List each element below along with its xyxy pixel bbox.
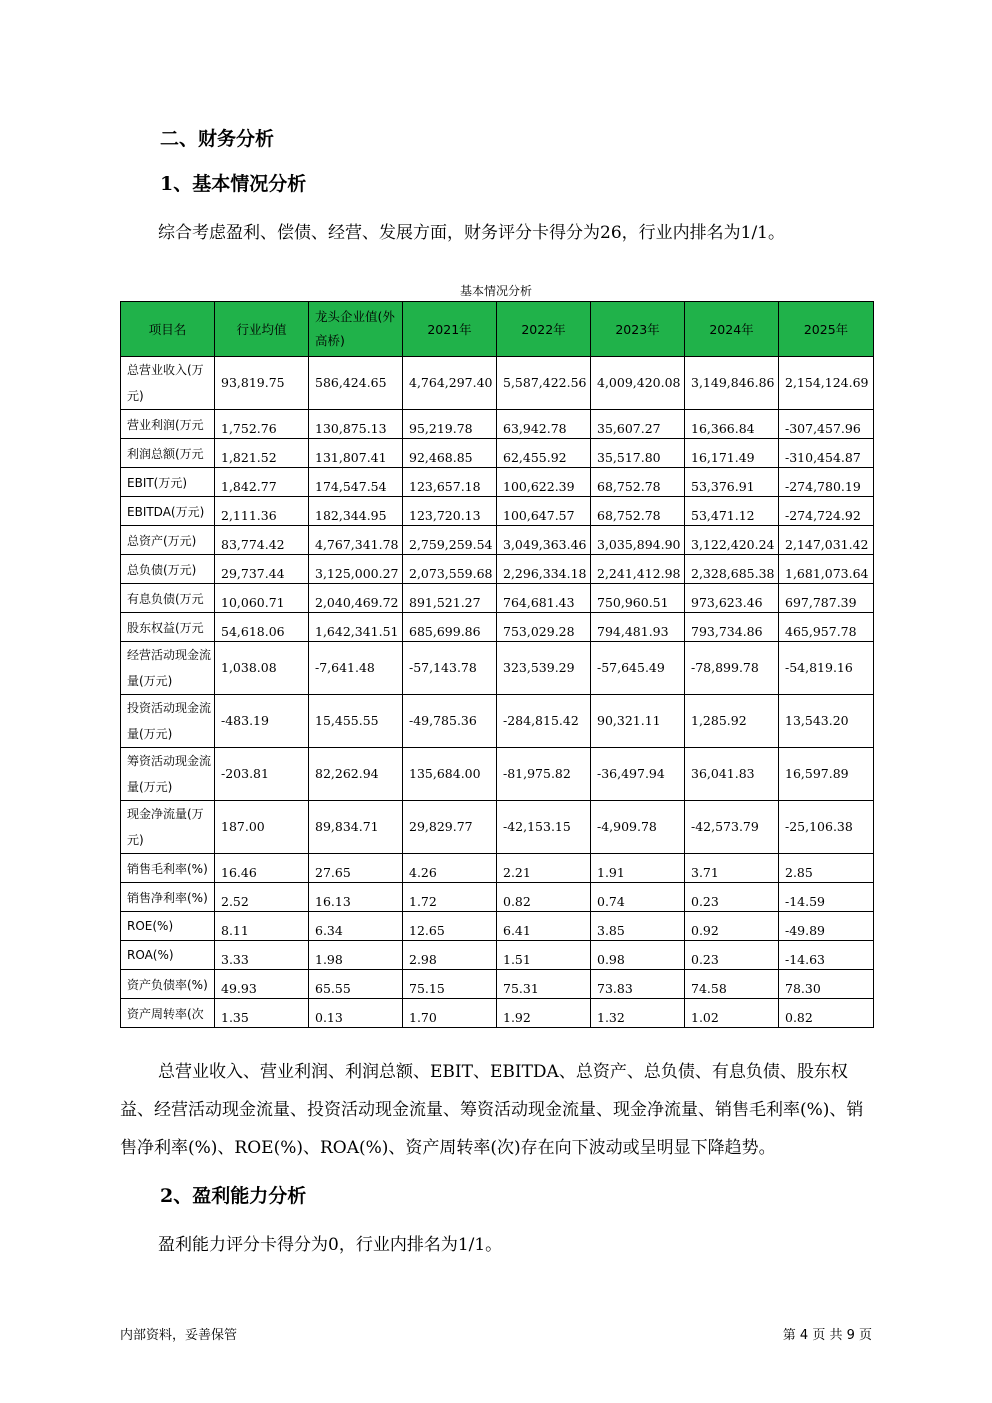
table-row (121, 912, 874, 941)
value-cell: -307,457.96 (779, 410, 874, 439)
value-cell: 12.65 (403, 912, 497, 941)
value-cell: -57,143.78 (403, 642, 497, 695)
value-cell: 123,657.18 (403, 468, 497, 497)
value-cell: 1.51 (497, 941, 591, 970)
row-label-cell: 销售净利率(%) (121, 883, 215, 912)
table-row (121, 439, 874, 468)
value-cell: 3.85 (591, 912, 685, 941)
table-row (121, 854, 874, 883)
value-cell: 1.91 (591, 854, 685, 883)
row-label-cell: 利润总额(万元 (121, 439, 215, 468)
trend-paragraph: 总营业收入、营业利润、利润总额、EBIT、EBITDA、总资产、总负债、有息负债、股东权益、经营活动现金流量、投资活动现金流量、筹资活动现金流量、现金净流量、销售毛利率(%)、销售净利率(%)、ROE(%)、ROA(%)、资产周转率(次)存在向下波动或呈明显下降趋势。 (120, 1062, 864, 1158)
value-cell: 135,684.00 (403, 748, 497, 801)
value-cell: 1,752.76 (215, 410, 309, 439)
subsection-title-basic: 1、基本情况分析 (160, 173, 307, 195)
row-label-cell: 营业利润(万元 (121, 410, 215, 439)
value-cell: 27.65 (309, 854, 403, 883)
value-cell: -14.63 (779, 941, 874, 970)
value-cell: 1.32 (591, 999, 685, 1028)
value-cell: 100,622.39 (497, 468, 591, 497)
row-label-cell: 筹资活动现金流量(万元) (121, 748, 215, 801)
value-cell: 90,321.11 (591, 695, 685, 748)
value-cell: -274,780.19 (779, 468, 874, 497)
value-cell: -14.59 (779, 883, 874, 912)
value-cell: 753,029.28 (497, 613, 591, 642)
table-row (121, 748, 874, 801)
table-row (121, 584, 874, 613)
value-cell: 130,875.13 (309, 410, 403, 439)
value-cell: 1,038.08 (215, 642, 309, 695)
value-cell: 2.85 (779, 854, 874, 883)
value-cell: 1.70 (403, 999, 497, 1028)
header-cell: 龙头企业值(外高桥) (309, 302, 403, 357)
table-row (121, 357, 874, 410)
value-cell: 13,543.20 (779, 695, 874, 748)
value-cell: 78.30 (779, 970, 874, 999)
header-cell: 2023年 (591, 302, 685, 357)
header-cell: 2022年 (497, 302, 591, 357)
value-cell: 2.98 (403, 941, 497, 970)
financial-table (120, 301, 874, 1028)
value-cell: -54,819.16 (779, 642, 874, 695)
value-cell: -49.89 (779, 912, 874, 941)
value-cell: 0.23 (685, 883, 779, 912)
value-cell: 0.82 (779, 999, 874, 1028)
value-cell: 2,241,412.98 (591, 555, 685, 584)
value-cell: 53,376.91 (685, 468, 779, 497)
value-cell: -42,153.15 (497, 801, 591, 854)
value-cell: 891,521.27 (403, 584, 497, 613)
row-label-cell: 现金净流量(万元) (121, 801, 215, 854)
value-cell: 10,060.71 (215, 584, 309, 613)
table-row (121, 613, 874, 642)
value-cell: 4,009,420.08 (591, 357, 685, 410)
value-cell: -78,899.78 (685, 642, 779, 695)
table-row (121, 695, 874, 748)
row-label-cell: 投资活动现金流量(万元) (121, 695, 215, 748)
value-cell: 73.83 (591, 970, 685, 999)
value-cell: 82,262.94 (309, 748, 403, 801)
value-cell: 65.55 (309, 970, 403, 999)
value-cell: 36,041.83 (685, 748, 779, 801)
header-cell: 项目名 (121, 302, 215, 357)
value-cell: 3,125,000.27 (309, 555, 403, 584)
row-label-cell: 资产周转率(次 (121, 999, 215, 1028)
value-cell: 0.92 (685, 912, 779, 941)
value-cell: 793,734.86 (685, 613, 779, 642)
value-cell: 0.74 (591, 883, 685, 912)
value-cell: 1,642,341.51 (309, 613, 403, 642)
value-cell: -274,724.92 (779, 497, 874, 526)
value-cell: 2,147,031.42 (779, 526, 874, 555)
value-cell: 131,807.41 (309, 439, 403, 468)
value-cell: 3,149,846.86 (685, 357, 779, 410)
value-cell: -42,573.79 (685, 801, 779, 854)
value-cell: -7,641.48 (309, 642, 403, 695)
value-cell: 6.41 (497, 912, 591, 941)
value-cell: 5,587,422.56 (497, 357, 591, 410)
value-cell: 4.26 (403, 854, 497, 883)
value-cell: 93,819.75 (215, 357, 309, 410)
value-cell: 3,122,420.24 (685, 526, 779, 555)
value-cell: 16.46 (215, 854, 309, 883)
value-cell: 1,285.92 (685, 695, 779, 748)
table-row (121, 468, 874, 497)
value-cell: 174,547.54 (309, 468, 403, 497)
section-title: 二、财务分析 (160, 128, 275, 150)
table-row (121, 555, 874, 584)
value-cell: 3,035,894.90 (591, 526, 685, 555)
value-cell: 68,752.78 (591, 468, 685, 497)
value-cell: 89,834.71 (309, 801, 403, 854)
value-cell: 685,699.86 (403, 613, 497, 642)
value-cell: -81,975.82 (497, 748, 591, 801)
value-cell: 92,468.85 (403, 439, 497, 468)
value-cell: 1.98 (309, 941, 403, 970)
value-cell: 2,759,259.54 (403, 526, 497, 555)
value-cell: 95,219.78 (403, 410, 497, 439)
value-cell: 4,767,341.78 (309, 526, 403, 555)
table-row (121, 526, 874, 555)
value-cell: 3.33 (215, 941, 309, 970)
value-cell: 794,481.93 (591, 613, 685, 642)
value-cell: 54,618.06 (215, 613, 309, 642)
value-cell: 49.93 (215, 970, 309, 999)
value-cell: 586,424.65 (309, 357, 403, 410)
value-cell: 53,471.12 (685, 497, 779, 526)
value-cell: 6.34 (309, 912, 403, 941)
table-row (121, 999, 874, 1028)
value-cell: -483.19 (215, 695, 309, 748)
value-cell: 100,647.57 (497, 497, 591, 526)
table-row (121, 642, 874, 695)
value-cell: 750,960.51 (591, 584, 685, 613)
row-label-cell: 资产负债率(%) (121, 970, 215, 999)
table-row (121, 941, 874, 970)
value-cell: 2.21 (497, 854, 591, 883)
value-cell: 764,681.43 (497, 584, 591, 613)
value-cell: 2.52 (215, 883, 309, 912)
subsection-title-profitability: 2、盈利能力分析 (160, 1185, 307, 1207)
value-cell: 74.58 (685, 970, 779, 999)
row-label-cell: 总营业收入(万元) (121, 357, 215, 410)
value-cell: 1.92 (497, 999, 591, 1028)
value-cell: 465,957.78 (779, 613, 874, 642)
row-label-cell: 有息负债(万元 (121, 584, 215, 613)
value-cell: -36,497.94 (591, 748, 685, 801)
profitability-paragraph: 盈利能力评分卡得分为0，行业内排名为1/1。 (158, 1235, 503, 1255)
value-cell: 123,720.13 (403, 497, 497, 526)
row-label-cell: 经营活动现金流量(万元) (121, 642, 215, 695)
value-cell: 1.35 (215, 999, 309, 1028)
value-cell: 187.00 (215, 801, 309, 854)
value-cell: 1,681,073.64 (779, 555, 874, 584)
value-cell: 83,774.42 (215, 526, 309, 555)
table-row (121, 410, 874, 439)
header-cell: 2021年 (403, 302, 497, 357)
value-cell: 68,752.78 (591, 497, 685, 526)
footer-confidential-note: 内部资料，妥善保管 (120, 1328, 238, 1343)
value-cell: 35,607.27 (591, 410, 685, 439)
value-cell: 1,842.77 (215, 468, 309, 497)
value-cell: 1,821.52 (215, 439, 309, 468)
value-cell: 973,623.46 (685, 584, 779, 613)
row-label-cell: ROE(%) (121, 912, 215, 941)
value-cell: 2,040,469.72 (309, 584, 403, 613)
value-cell: 2,154,124.69 (779, 357, 874, 410)
value-cell: 1.72 (403, 883, 497, 912)
header-cell: 2025年 (779, 302, 874, 357)
value-cell: 0.23 (685, 941, 779, 970)
value-cell: 0.82 (497, 883, 591, 912)
table-row (121, 497, 874, 526)
value-cell: 2,296,334.18 (497, 555, 591, 584)
value-cell: 16,171.49 (685, 439, 779, 468)
row-label-cell: EBIT(万元) (121, 468, 215, 497)
value-cell: 2,111.36 (215, 497, 309, 526)
value-cell: -203.81 (215, 748, 309, 801)
row-label-cell: 股东权益(万元 (121, 613, 215, 642)
value-cell: 62,455.92 (497, 439, 591, 468)
value-cell: 16,597.89 (779, 748, 874, 801)
header-cell: 2024年 (685, 302, 779, 357)
value-cell: 0.98 (591, 941, 685, 970)
value-cell: -25,106.38 (779, 801, 874, 854)
value-cell: 323,539.29 (497, 642, 591, 695)
value-cell: 697,787.39 (779, 584, 874, 613)
value-cell: 29,829.77 (403, 801, 497, 854)
value-cell: 4,764,297.40 (403, 357, 497, 410)
value-cell: 35,517.80 (591, 439, 685, 468)
value-cell: -4,909.78 (591, 801, 685, 854)
value-cell: 2,328,685.38 (685, 555, 779, 584)
summary-paragraph: 综合考虑盈利、偿债、经营、发展方面，财务评分卡得分为26，行业内排名为1/1。 (158, 223, 785, 243)
value-cell: 3.71 (685, 854, 779, 883)
row-label-cell: 总负债(万元) (121, 555, 215, 584)
table-caption: 基本情况分析 (459, 284, 532, 298)
table-row (121, 801, 874, 854)
value-cell: 8.11 (215, 912, 309, 941)
table-row (121, 970, 874, 999)
footer-page-number: 第 4 页 共 9 页 (782, 1328, 872, 1343)
header-cell: 行业均值 (215, 302, 309, 357)
value-cell: -57,645.49 (591, 642, 685, 695)
row-label-cell: 销售毛利率(%) (121, 854, 215, 883)
value-cell: 182,344.95 (309, 497, 403, 526)
value-cell: -310,454.87 (779, 439, 874, 468)
value-cell: 16.13 (309, 883, 403, 912)
value-cell: 2,073,559.68 (403, 555, 497, 584)
row-label-cell: 总资产(万元) (121, 526, 215, 555)
table-row (121, 883, 874, 912)
value-cell: 1.02 (685, 999, 779, 1028)
value-cell: -49,785.36 (403, 695, 497, 748)
table-header-row (121, 302, 874, 357)
value-cell: 63,942.78 (497, 410, 591, 439)
row-label-cell: ROA(%) (121, 941, 215, 970)
value-cell: 75.31 (497, 970, 591, 999)
value-cell: 15,455.55 (309, 695, 403, 748)
value-cell: 16,366.84 (685, 410, 779, 439)
value-cell: 3,049,363.46 (497, 526, 591, 555)
value-cell: 0.13 (309, 999, 403, 1028)
value-cell: 29,737.44 (215, 555, 309, 584)
value-cell: 75.15 (403, 970, 497, 999)
value-cell: -284,815.42 (497, 695, 591, 748)
row-label-cell: EBITDA(万元) (121, 497, 215, 526)
